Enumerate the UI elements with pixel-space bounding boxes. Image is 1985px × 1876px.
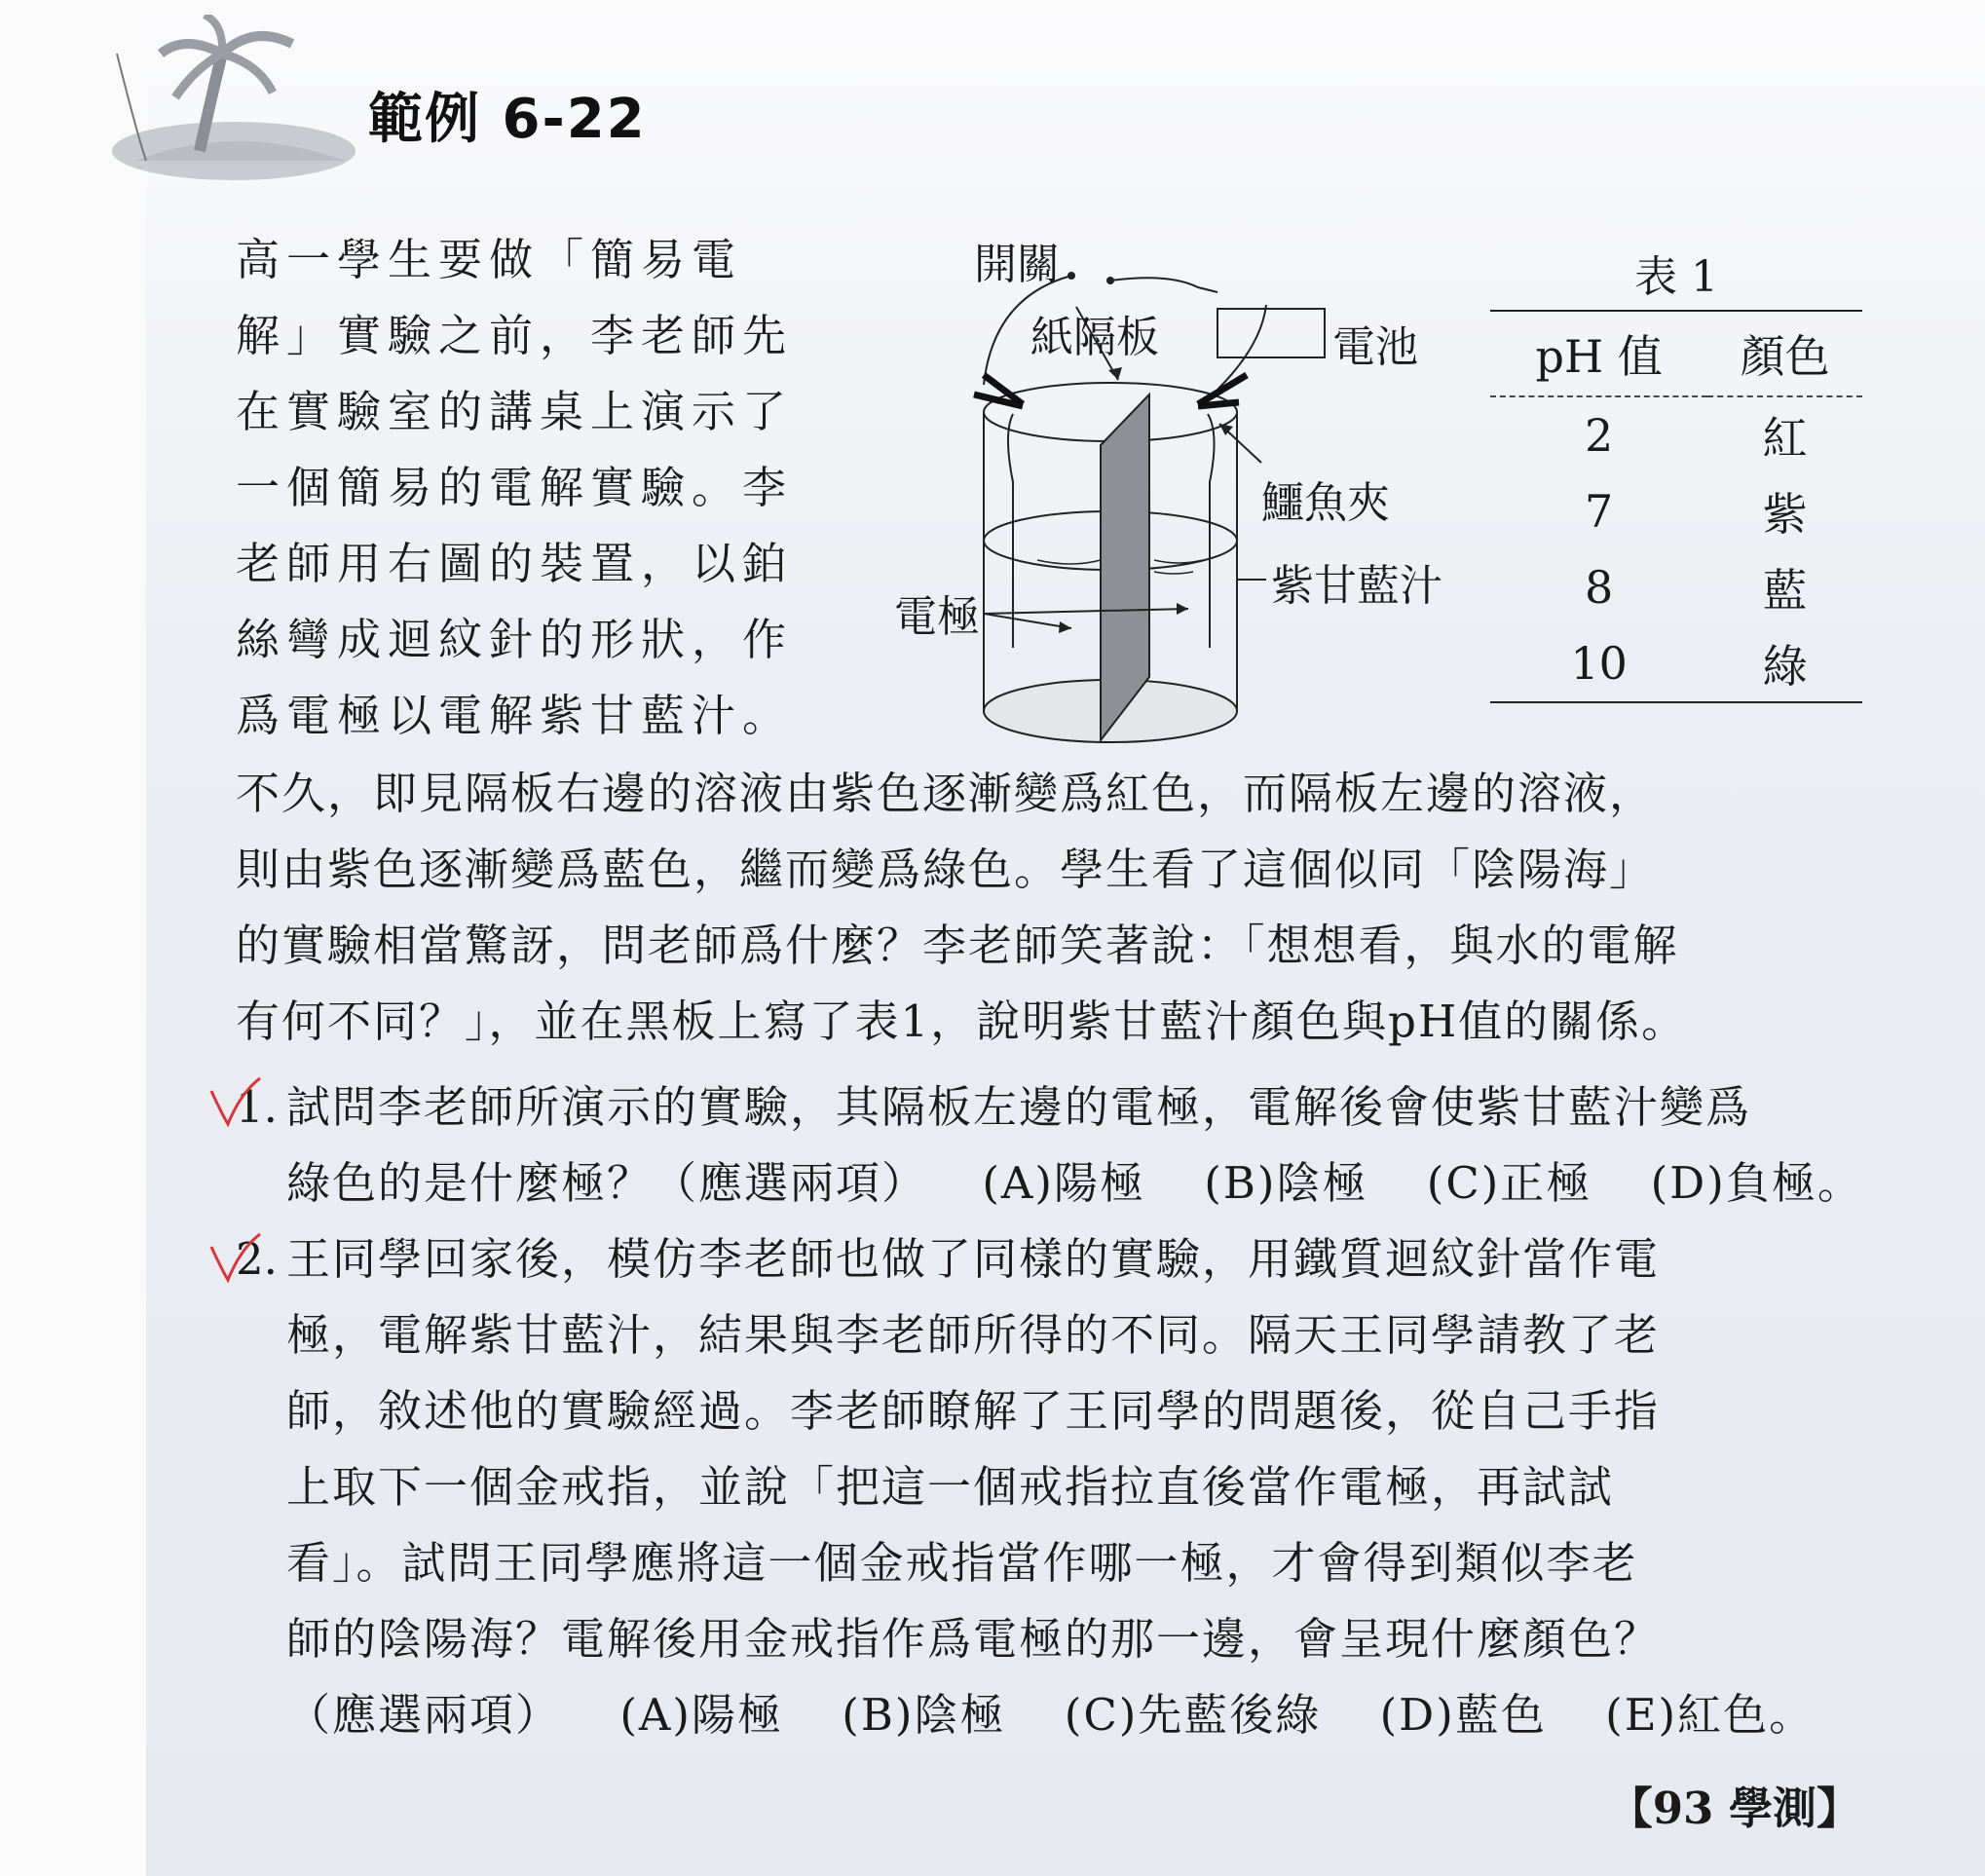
paragraph-line: 不久，即見隔板右邊的溶液由紫色逐漸變爲紅色，而隔板左邊的溶液， <box>236 768 1656 819</box>
question-line-text: 綠色的是什麼極？（應選兩項） <box>286 1157 928 1209</box>
ph-color-table <box>1490 245 1862 703</box>
paragraph-line: 有何不同？」，並在黑板上寫了表1，說明紫甘藍汁顏色與pH值的關係。 <box>236 995 1688 1047</box>
intro-line: 解」實驗之前，李老師先 <box>236 310 794 361</box>
question-options <box>982 1157 1906 1209</box>
table-header-row <box>1490 311 1862 396</box>
example-title: 範例 6-22 <box>368 88 647 151</box>
option: (C)先藍後綠 <box>1064 1689 1322 1741</box>
intro-text <box>236 222 825 754</box>
electrode-label: 電極 <box>894 592 980 642</box>
table-caption: 表 1 <box>1634 252 1718 302</box>
palm-island-icon <box>107 15 360 180</box>
option: (D)負極。 <box>1650 1157 1863 1209</box>
apparatus-drawing <box>877 219 1480 765</box>
question-1 <box>236 1069 1872 1221</box>
option: (B)陰極 <box>1204 1157 1368 1209</box>
question-line <box>286 1145 1872 1221</box>
intro-line: 高一學生要做「簡易電 <box>236 234 743 285</box>
table-row <box>1490 625 1862 702</box>
option: (E)紅色。 <box>1605 1689 1816 1741</box>
color-value: 紅 <box>1762 412 1808 465</box>
ph-value: 2 <box>1584 409 1614 462</box>
question-line: 師的陰陽海？電解後用金戒指作爲電極的那一邊，會呈現什麼顏色？ <box>286 1613 1661 1665</box>
question-number: 1. <box>236 1081 278 1133</box>
options-prefix: （應選兩項） <box>286 1689 562 1741</box>
question-line: 上取下一個金戒指，並說「把這一個戒指拉直後當作電極，再試試 <box>286 1461 1615 1513</box>
intro-line: 絲彎成迴紋針的形狀，作 <box>236 614 794 665</box>
table-row <box>1490 473 1862 549</box>
paragraph-line: 的實驗相當驚訝，問老師爲什麼？李老師笑著說：「想想看，與水的電解 <box>236 919 1679 971</box>
paragraph-line: 則由紫色逐漸變爲藍色，繼而變爲綠色。學生看了這個似同「陰陽海」 <box>236 844 1656 895</box>
red-check-icon <box>206 1229 265 1288</box>
question-line: 師，敘述他的實驗經過。李老師瞭解了王同學的問題後，從自己手指 <box>286 1385 1661 1437</box>
question-line: 極，電解紫甘藍汁，結果與李老師所得的不同。隔天王同學請教了老 <box>286 1309 1661 1361</box>
color-value: 藍 <box>1762 564 1808 617</box>
intro-line: 在實驗室的講桌上演示了 <box>236 386 794 437</box>
option: (B)陰極 <box>842 1689 1006 1741</box>
header-ph: pH 值 <box>1490 311 1707 396</box>
ph-value: 8 <box>1584 561 1614 614</box>
table-row <box>1490 396 1862 473</box>
ph-value: 10 <box>1490 625 1707 702</box>
intro-line: 一個簡易的電解實驗。李 <box>236 462 794 513</box>
question-line: 王同學回家後，模仿李老師也做了同樣的實驗，用鐵質迴紋針當作電 <box>286 1233 1661 1285</box>
option: (A)陽極 <box>619 1689 783 1741</box>
body-paragraph <box>236 756 1862 1060</box>
intro-line: 爲電極以電解紫甘藍汁。 <box>236 690 794 741</box>
exam-source: 【93 學測】 <box>1608 1782 1860 1834</box>
red-check-icon <box>206 1073 265 1132</box>
question-2 <box>236 1221 1872 1753</box>
partition-label: 紙隔板 <box>1030 313 1159 362</box>
electrolysis-diagram <box>877 219 1480 765</box>
color-value: 綠 <box>1707 625 1862 702</box>
intro-line: 老師用右圖的裝置，以鉑 <box>236 538 794 589</box>
question-options <box>286 1677 1872 1753</box>
question-number: 2. <box>236 1233 278 1285</box>
question-line: 看」。試問王同學應將這一個金戒指當作哪一極，才會得到類似李老 <box>286 1537 1638 1589</box>
juice-label: 紫甘藍汁 <box>1271 561 1442 611</box>
ph-table <box>1490 310 1862 703</box>
option: (A)陽極 <box>982 1157 1145 1209</box>
option: (D)藍色 <box>1379 1689 1547 1741</box>
battery-label: 電池 <box>1332 322 1418 372</box>
scan-margin <box>0 0 146 1876</box>
clip-label: 鱷魚夾 <box>1261 478 1390 528</box>
option: (C)正極 <box>1426 1157 1592 1209</box>
question-line: 試問李老師所演示的實驗，其隔板左邊的電極，電解後會使紫甘藍汁變爲 <box>286 1081 1752 1133</box>
ph-value: 7 <box>1584 485 1614 538</box>
table-row <box>1490 549 1862 625</box>
switch-label: 開關 <box>974 240 1060 289</box>
header-color: 顏色 <box>1707 311 1862 396</box>
color-value: 紫 <box>1762 488 1808 541</box>
